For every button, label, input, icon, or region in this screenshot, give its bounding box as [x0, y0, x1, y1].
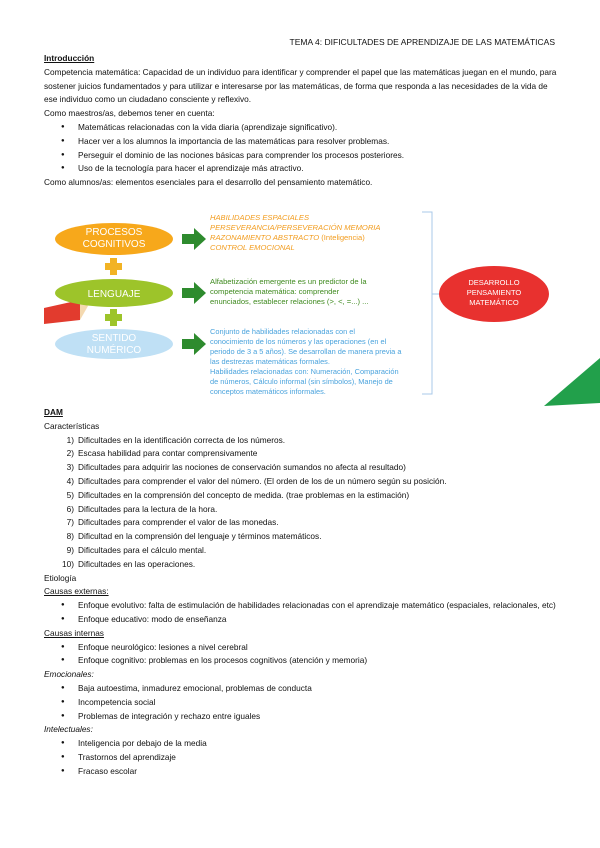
number-sense-text: Conjunto de habilidades relacionadas con el conocimiento de los números y las operaciones (en el periodo de 3 a 5 años). Se desarrollan de manera previa a las destrezas matemáticas formales. Habilidades relacionadas con: Numeración, Comparación de números, Cálculo informal (sin símbolos), Manejo de conceptos matemáticos informales.	[210, 327, 402, 396]
students-label: Como alumnos/as: elementos esenciales para el desarrollo del pensamiento matemático.	[44, 177, 373, 188]
emotional-heading: Emocionales:	[44, 669, 94, 680]
plus-icon	[105, 258, 122, 275]
grouping-bracket	[422, 212, 432, 394]
characteristics-heading: Características	[44, 420, 100, 431]
list-item: 7) Dificultades para comprender el valor de las monedas.	[66, 517, 279, 528]
intro-section	[44, 52, 559, 190]
box-label: LENGUAJE	[87, 289, 141, 300]
box-label: PROCESOS	[85, 227, 143, 238]
result-label: DESARROLLO	[468, 278, 520, 287]
box-label: SENTIDO	[91, 333, 137, 344]
language-text: Alfabetización emergente es un predictor de la competencia matemática: comprender enunciados, establecer relaciones (>, <, =...) ...	[210, 277, 369, 306]
list-item: ● Problemas de integración y rechazo entre iguales	[44, 710, 559, 724]
internal-causes-list	[44, 641, 559, 669]
emotional-list	[44, 682, 559, 723]
characteristics-list	[44, 434, 559, 572]
list-item: 9) Dificultades para el cálculo mental.	[66, 544, 207, 555]
list-item: ● Perseguir el dominio de las nociones básicas para comprender los procesos posteriores.	[44, 149, 559, 163]
result-label: MATEMÁTICO	[469, 298, 519, 307]
dam-section	[44, 406, 559, 779]
internal-causes-heading: Causas internas	[44, 627, 104, 638]
list-item: ● Fracaso escolar	[44, 765, 559, 779]
list-item: ● Enfoque cognitivo: problemas en los procesos cognitivos (atención y memoria)	[44, 654, 559, 668]
external-causes-heading: Causas externas:	[44, 586, 109, 597]
arrow-right-icon	[182, 228, 206, 250]
list-item: ● Uso de la tecnología para hacer el aprendizaje más atractivo.	[44, 162, 559, 176]
list-item: ● Trastornos del aprendizaje	[44, 751, 559, 765]
competence-definition: Competencia matemática: Capacidad de un individuo para identificar y comprender el papel que las matemáticas juegan en el mundo, para sostener juicios fundamentados y para utilizar e interesarse por las matemáticas, de forma que responda a las necesidades de la vida de ese individuo como un ciudadano consciente y reflexivo.	[44, 66, 557, 105]
etiology-heading: Etiología	[44, 572, 77, 583]
page-title: TEMA 4: DIFICULTADES DE APRENDIZAJE DE LAS MATEMÁTICAS	[289, 37, 555, 47]
arrow-right-icon	[182, 333, 206, 355]
intro-heading: Introducción	[44, 53, 95, 63]
list-item: ● Enfoque educativo: modo de enseñanza	[44, 613, 559, 627]
intellectual-heading: Intelectuales:	[44, 724, 93, 735]
teachers-label: Como maestros/as, debemos tener en cuenta:	[44, 108, 215, 119]
list-item: ● Enfoque evolutivo: falta de estimulación de habilidades relacionadas con el aprendizaje matemático (espaciales, relacionales, etc)	[44, 599, 559, 613]
diagram-canvas	[44, 208, 600, 408]
external-causes-list	[44, 599, 559, 627]
cognitive-skills-text: HABILIDADES ESPACIALES PERSEVERANCIA/PERSEVERACIÓN MEMORIA RAZONAMIENTO ABSTRACTO (Inteligencia) CONTROL EMOCIONAL	[210, 213, 381, 252]
list-item: 10) Dificultades en las operaciones.	[62, 558, 196, 569]
box-label: COGNITIVOS	[82, 239, 146, 250]
list-item: 4) Dificultades para comprender el valor del número. (El orden de los de un número según su posición.	[66, 475, 447, 486]
list-item: ● Baja autoestima, inmadurez emocional, problemas de conducta	[44, 682, 559, 696]
list-item: 5) Dificultades en la comprensión del concepto de medida. (trae problemas en la estimación)	[66, 489, 410, 500]
list-item: 3) Dificultades para adquirir las nociones de conservación sumandos no afecta al resultado)	[66, 462, 406, 473]
list-item: ● Hacer ver a los alumnos la importancia de las matemáticas para resolver problemas.	[44, 135, 559, 149]
intellectual-list	[44, 737, 559, 778]
green-corner-decoration	[544, 358, 600, 406]
list-item: ● Incompetencia social	[44, 696, 559, 710]
list-item: ● Inteligencia por debajo de la media	[44, 737, 559, 751]
result-label: PENSAMIENTO	[466, 288, 522, 297]
dam-heading: DAM	[44, 407, 63, 417]
list-item: 2) Escasa habilidad para contar comprensivamente	[66, 448, 258, 459]
box-label: NUMÉRICO	[86, 345, 142, 356]
teachers-list	[44, 121, 559, 176]
math-thinking-diagram	[44, 208, 600, 408]
list-item: 8) Dificultad en la comprensión del lenguaje y términos matemáticos.	[66, 531, 322, 542]
list-item: 6) Dificultades para la lectura de la hora.	[66, 503, 218, 514]
list-item: ● Enfoque neurológico: lesiones a nivel cerebral	[44, 641, 559, 655]
list-item: 1) Dificultades en la identificación correcta de los números.	[66, 434, 286, 445]
list-item: ● Matemáticas relacionadas con la vida diaria (aprendizaje significativo).	[44, 121, 559, 135]
plus-icon	[105, 309, 122, 326]
arrow-right-icon	[182, 282, 206, 304]
